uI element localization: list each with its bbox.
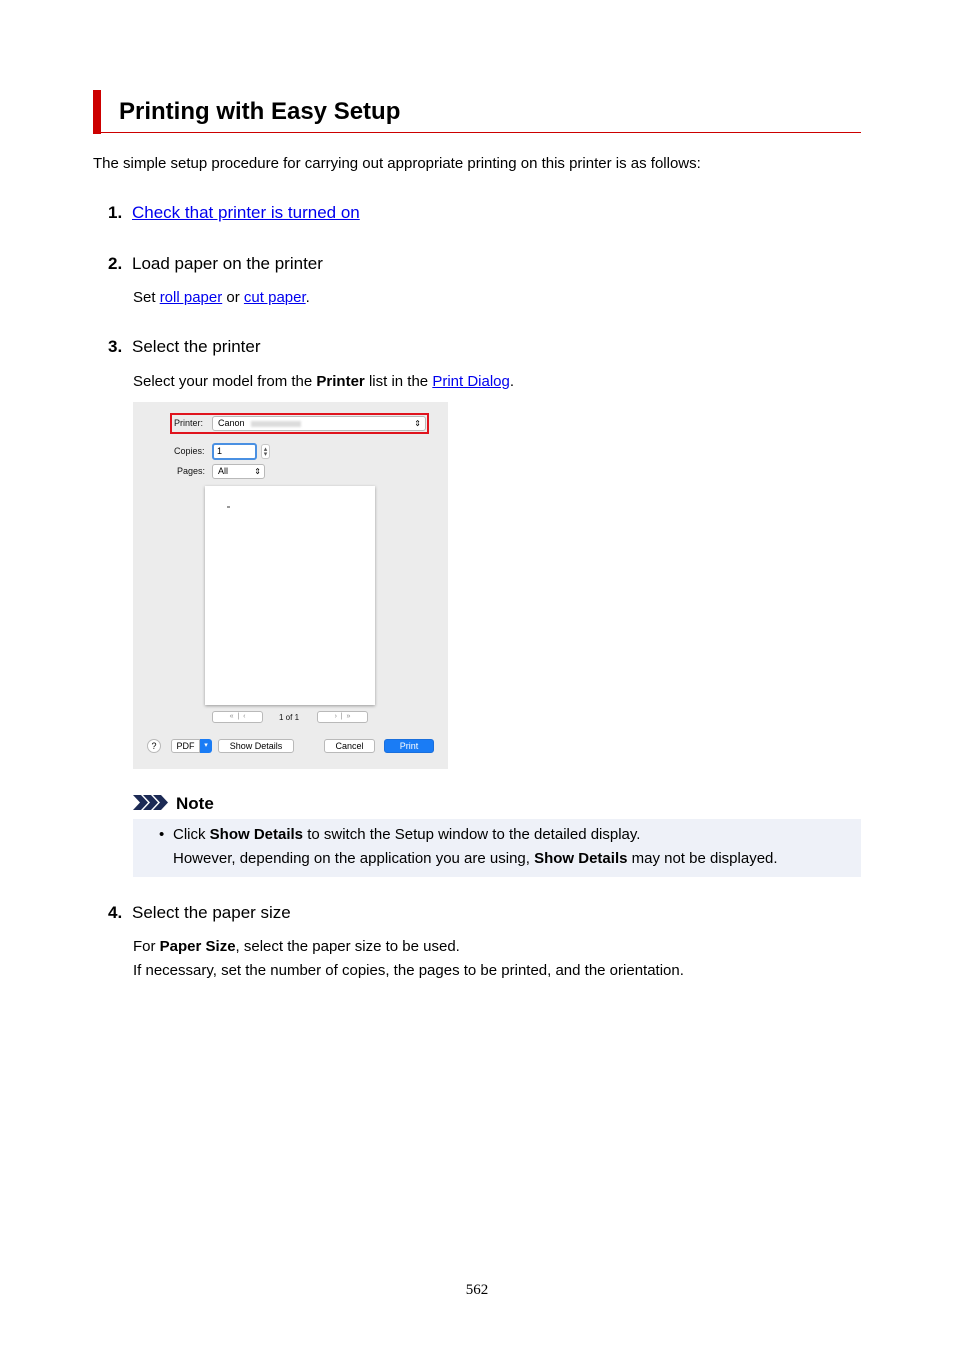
- page-number: 562: [465, 1282, 489, 1298]
- step-4-line-1-prefix: For: [133, 938, 160, 955]
- printer-label: Printer:: [174, 418, 204, 428]
- step-3-detail: [133, 370, 514, 394]
- updown-arrows-icon: ⇕: [414, 419, 421, 428]
- step-3-detail-prefix: Select your model from the: [133, 373, 317, 390]
- pages-label: Pages:: [177, 466, 206, 476]
- printer-select[interactable]: [212, 416, 426, 431]
- intro-text: The simple setup procedure for carrying out appropriate printing on this printer is as follows:: [93, 155, 701, 172]
- paper-size-term: Paper Size: [159, 938, 236, 955]
- step-2-number: 2.: [108, 254, 123, 273]
- page-counter: 1 of 1: [279, 713, 300, 722]
- prev-page-buttons[interactable]: « | ‹: [212, 711, 263, 723]
- step-2-title: Load paper on the printer: [132, 254, 323, 273]
- pdf-button[interactable]: PDF: [171, 739, 200, 753]
- next-page-buttons[interactable]: › | »: [317, 711, 368, 723]
- printer-value: Canon: [218, 418, 245, 428]
- print-dialog-screenshot: [133, 402, 448, 769]
- note-line-2-suffix: may not be displayed.: [627, 850, 778, 867]
- step-4-number: 4.: [108, 903, 123, 922]
- pdf-dropdown-chevron-icon[interactable]: ▾: [200, 739, 212, 753]
- print-button[interactable]: Print: [384, 739, 434, 753]
- step-3-detail-suffix: .: [509, 373, 515, 390]
- note-line-1-suffix: to switch the Setup window to the detailed display.: [303, 826, 641, 843]
- step-1-number: 1.: [108, 203, 123, 222]
- print-dialog-link[interactable]: Print Dialog: [432, 373, 510, 390]
- note-line-2-prefix: However, depending on the application you are using,: [173, 850, 535, 867]
- step-2-detail-prefix: Set: [133, 289, 160, 306]
- pages-select[interactable]: [212, 464, 265, 479]
- show-details-term-2: Show Details: [534, 850, 628, 867]
- step-4-line-1: [133, 935, 460, 959]
- print-preview-page: [205, 486, 375, 705]
- page-title: Printing with Easy Setup: [119, 98, 401, 125]
- cancel-button[interactable]: Cancel: [324, 739, 375, 753]
- step-1-link[interactable]: Check that printer is turned on: [132, 203, 360, 222]
- step-3-detail-mid: list in the: [364, 373, 433, 390]
- printer-term: Printer: [316, 373, 365, 390]
- step-3-number: 3.: [108, 337, 123, 356]
- note-chevrons-icon: [133, 795, 173, 810]
- show-details-button[interactable]: Show Details: [218, 739, 294, 753]
- step-2-detail-mid: or: [222, 289, 244, 306]
- pages-updown-icon: ⇕: [254, 467, 261, 476]
- copies-stepper[interactable]: ▴ ▾: [261, 444, 270, 459]
- step-2-detail: [133, 286, 310, 310]
- copies-input[interactable]: 1: [212, 443, 257, 460]
- title-accent-bar: [93, 90, 101, 134]
- preview-mark: [227, 506, 230, 508]
- step-4-title: Select the paper size: [132, 903, 291, 922]
- title-underline: [101, 132, 861, 133]
- note-heading: Note: [176, 794, 214, 813]
- pages-value: All: [218, 466, 229, 476]
- step-4-line-2: If necessary, set the number of copies, the pages to be printed, and the orientation.: [133, 962, 684, 979]
- show-details-term: Show Details: [209, 826, 304, 843]
- step-4-line-1-suffix: , select the paper size to be used.: [235, 938, 460, 955]
- blurred-model-name: [251, 421, 301, 427]
- note-line-1-prefix: Click: [173, 826, 210, 843]
- note-bullet: •: [159, 826, 165, 843]
- help-button[interactable]: ?: [147, 739, 161, 753]
- note-line-2: [173, 847, 778, 871]
- step-2-detail-suffix: .: [305, 289, 310, 306]
- step-3-title: Select the printer: [132, 337, 261, 356]
- cut-paper-link[interactable]: cut paper: [243, 289, 306, 306]
- roll-paper-link[interactable]: roll paper: [159, 289, 223, 306]
- note-line-1: [173, 823, 640, 847]
- copies-label: Copies:: [174, 446, 205, 456]
